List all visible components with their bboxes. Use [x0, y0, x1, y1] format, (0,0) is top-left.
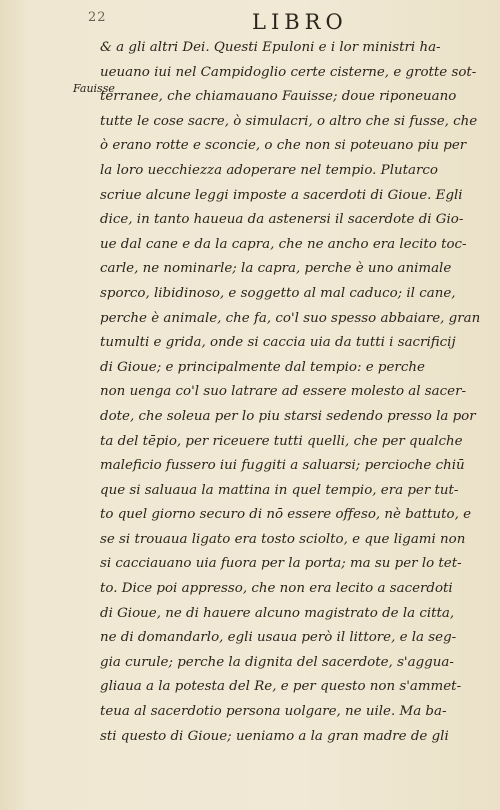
text-line: sporco, libidinoso, e soggetto al mal caduco; il cane,	[100, 285, 456, 301]
page-number: 22	[88, 10, 107, 25]
text-line: ta del tēpio, per riceuere tutti quelli, che per qualche	[100, 433, 463, 449]
text-line: la loro uecchiezza adoperare nel tempio. Plutarco	[100, 162, 438, 178]
text-line: tutte le cose sacre, ò simulacri, o altro che si fusse, che	[100, 113, 478, 129]
text-line: perche è animale, che fa, co'l suo spesso abbaiare, gran	[100, 310, 481, 326]
text-line: ò erano rotte e sconcie, o che non si poteuano piu per	[100, 138, 467, 154]
text-line: teua al sacerdotio persona uolgare, ne uile. Ma ba-	[100, 704, 447, 720]
text-line: & a gli altri Dei. Questi Epuloni e i lor ministri ha-	[100, 40, 441, 55]
text-line: gliaua a la potesta del Re, e per questo non s'ammet-	[100, 679, 462, 695]
margin-note: Fauisse	[73, 82, 115, 95]
text-line: non uenga co'l suo latrare ad essere molesto al sacer-	[100, 384, 467, 400]
text-line: to quel giorno securo di nō essere offeso, nè battuto, e	[100, 507, 472, 523]
text-line: di Gioue; e principalmente dal tempio: e perche	[100, 359, 425, 375]
text-line: se si trouaua ligato era tosto sciolto, e que ligami non	[100, 531, 466, 547]
running-head: LIBRO	[252, 10, 348, 34]
text-line: sti questo di Gioue; ueniamo a la gran madre de gli	[100, 728, 449, 744]
text-line: maleficio fussero iui fuggiti a saluarsi; percioche chiū	[100, 458, 465, 474]
text-line: ueuano iui nel Campidoglio certe cisterne, e grotte sot-	[100, 64, 477, 80]
text-line: scriue alcune leggi imposte a sacerdoti di Gioue. Egli	[100, 187, 463, 203]
text-line: gia curule; perche la dignita del sacerdote, s'aggua-	[100, 654, 454, 670]
text-line: terranee, che chiamauano Fauisse; doue riponeuano	[100, 89, 457, 105]
text-line: di Gioue, ne di hauere alcuno magistrato de la citta,	[100, 605, 455, 621]
text-line: ne di domandarlo, egli usaua però il littore, e la seg-	[100, 630, 457, 646]
text-line: dice, in tanto haueua da astenersi il sacerdote di Gio-	[100, 212, 464, 228]
text-line: dote, che soleua per lo piu starsi sedendo presso la por	[100, 408, 476, 424]
text-line: ue dal cane e da la capra, che ne ancho era lecito toc-	[100, 236, 467, 252]
text-line: si cacciauano uia fuora per la porta; ma su per lo tet-	[100, 556, 462, 572]
text-line: que si saluaua la mattina in quel tempio, era per tut-	[100, 482, 459, 498]
text-line: tumulti e grida, onde si caccia uia da tutti i sacrificij	[100, 335, 456, 351]
text-line: to. Dice poi appresso, che non era lecito a sacerdoti	[100, 581, 453, 597]
body-text	[100, 36, 490, 749]
text-line: carle, ne nominarle; la capra, perche è uno animale	[100, 261, 452, 277]
